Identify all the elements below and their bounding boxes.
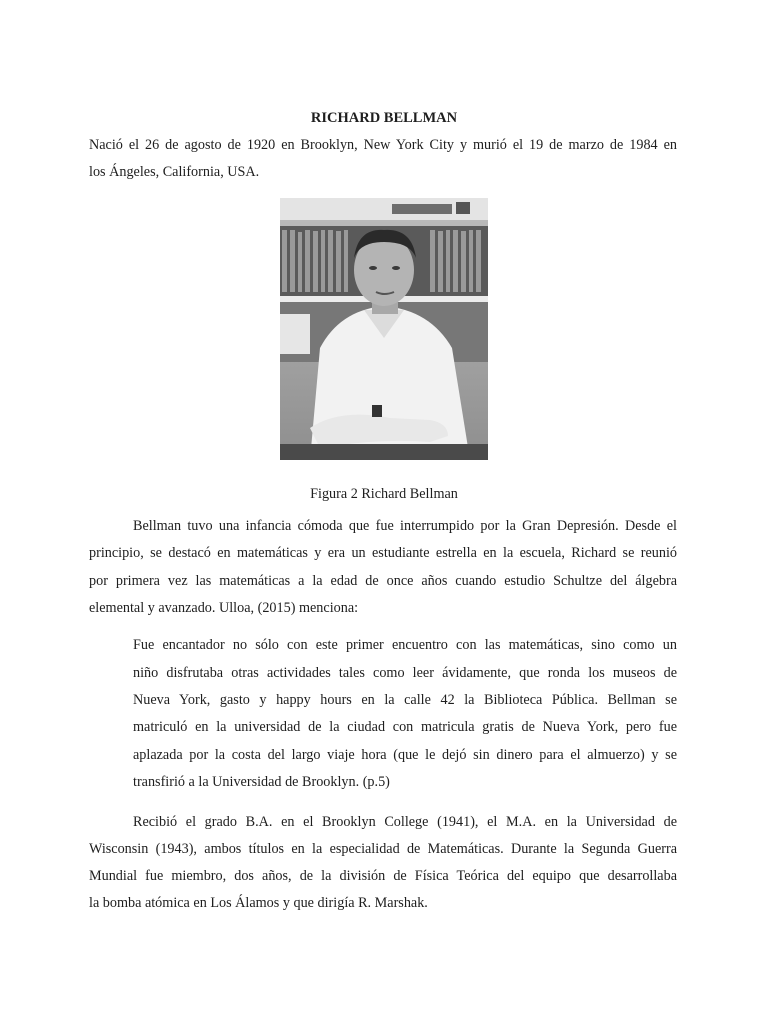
paragraph-1-line-2: principio, se destacó en matemáticas y era un estudiante estrella en la escuela, Richard se reunió [89,545,677,561]
figure-caption: Figura 2 Richard Bellman [310,486,458,502]
paragraph-2-line-3: Mundial fue miembro, dos años, de la división de Física Teórica del equipo que desarrollaba [89,868,677,884]
paragraph-2-line-4: la bomba atómica en Los Álamos y que dirigía R. Marshak. [89,895,428,911]
quote-line-3: Nueva York, gasto y happy hours en la calle 42 la Biblioteca Pública. Bellman se [133,692,677,708]
paragraph-1-line-1: Bellman tuvo una infancia cómoda que fue interrumpido por la Gran Depresión. Desde el [133,518,677,534]
quote-line-2: niño disfrutaba otras actividades tales como leer ávidamente, que ronda los museos de [133,665,677,681]
paragraph-2-line-1: Recibió el grado B.A. en el Brooklyn College (1941), el M.A. en la Universidad de [133,814,677,830]
quote-line-1: Fue encantador no sólo con este primer encuentro con las matemáticas, sino como un [133,637,677,653]
paragraph-1-line-3: por primera vez las matemáticas a la edad de once años cuando estudio Schultze del álgebra [89,573,677,589]
quote-line-5: aplazada por la costa del largo viaje hora (que le dejó sin dinero para el almuerzo) y se [133,747,677,763]
intro-line-1: Nació el 26 de agosto de 1920 en Brooklyn, New York City y murió el 19 de marzo de 1984 en [89,137,677,153]
quote-line-6: transfirió a la Universidad de Brooklyn. (p.5) [133,774,390,790]
document-title: RICHARD BELLMAN [310,110,458,126]
quote-line-4: matriculó en la universidad de la ciudad con matricula gratis de Nueva York, pero fue [133,719,677,735]
paragraph-2-line-2: Wisconsin (1943), ambos títulos en la especialidad de Matemáticas. Durante la Segunda Guerra [89,841,677,857]
intro-line-2: los Ángeles, California, USA. [89,164,260,180]
portrait-photo [280,198,488,460]
paragraph-1-line-4: elemental y avanzado. Ulloa, (2015) menciona: [89,600,359,616]
